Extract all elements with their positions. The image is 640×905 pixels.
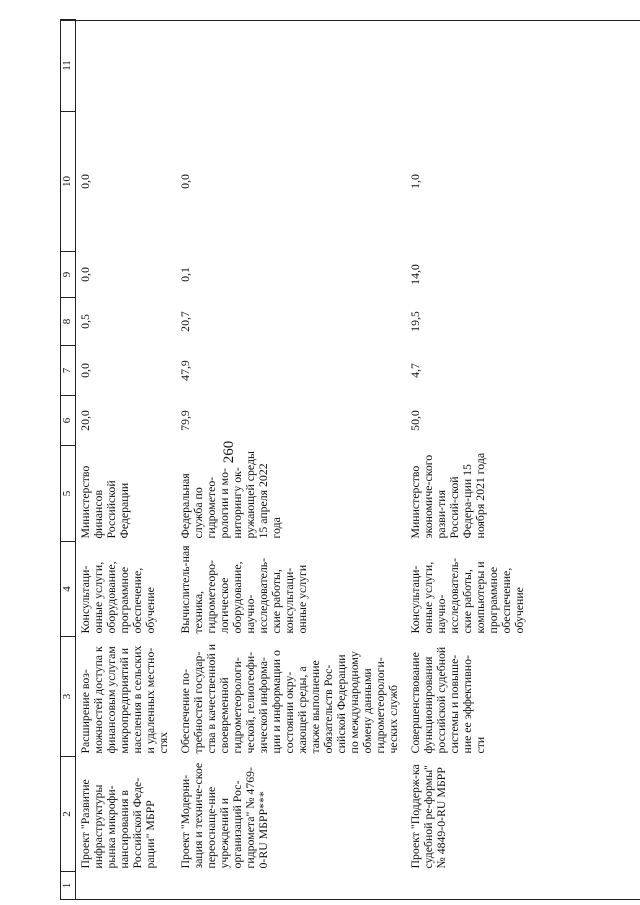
row-number-cell [76,872,172,900]
header-cell: 6 [61,396,76,446]
procurement-cell: Консультаци-онные услуги, оборудование, программное обеспечение, обучение [78,561,157,634]
project-name-cell: Проект "Развитие инфраструктуры рынка микрофи-нансирования в Российской Феде-рации" МБРР [78,777,157,869]
value-cell: 0,0 [178,174,192,189]
executor-cell: Министерство финансов Российской Федерации [78,465,131,539]
value-cell: 20,7 [178,311,192,332]
value-cell: 50,0 [408,410,422,431]
value-cell: 0,5 [78,314,92,329]
value-cell: 4,7 [408,363,422,378]
project-goal-cell: Совершенствование функционирования российской судебной системы и повыше-ние ее эффективно-сти [408,646,487,754]
value-cell: 19,5 [408,311,422,332]
table-row [76,20,172,900]
header-cell: 1 [61,872,76,900]
value-cell: 0,0 [78,174,92,189]
header-cell: 11 [61,20,76,112]
value-cell [76,20,172,112]
executor-cell: Федеральная служба по гидрометео-рологии и мо-ниторингу ок-ружающей среды 15 апреля 2022 года [178,451,283,539]
value-cell: 20,0 [78,410,92,431]
value-cell: 79,9 [178,410,192,431]
header-cell: 8 [61,298,76,346]
value-cell [171,20,401,112]
row-number-cell [401,872,527,900]
data-table [60,19,527,900]
project-goal-cell: Расширение воз-можностей доступа к финансовым услугам микропредприятий и населения в сельских и удаленных местно-стях [78,645,170,754]
value-cell: 47,9 [178,360,192,381]
header-cell: 4 [61,542,76,637]
header-cell: 7 [61,346,76,396]
value-cell: 0,0 [78,363,92,378]
project-name-cell: Проект "Поддерж-ка судебной ре-формы" № 4849-0-RU МБРР [408,764,448,869]
table-row [401,20,527,900]
project-goal-cell: Обеспечение по-требностей государ-ства в качественной и своевременной гидрометеорологи-ческой, гелиогеофи-зической информа-ции и информации о состоянии окру-жающей среды, а также выполнение обязательств Рос-сийской Федерации по международному обмену данными гидрометеорологи-ческих служб [178,643,400,754]
executor-cell: Министерство экономиче-ского разви-тия Россий-ской Федера-ции 15 ноября 2021 года [408,452,487,539]
procurement-cell: Вычислитель-ная техника, гидрометеоро-логическое оборудование, научно-исследователь-ские работы, консультаци-онные услуги [178,545,309,634]
value-cell: 0,0 [78,267,92,282]
header-cell: 3 [61,637,76,757]
value-cell [401,20,527,112]
page-number: 260 [221,440,237,464]
table-row [171,20,401,900]
header-cell: 10 [61,112,76,252]
value-cell: 0,1 [178,267,192,282]
value-cell: 14,0 [408,264,422,285]
row-number-cell [171,872,401,900]
header-cell: 2 [61,757,76,872]
procurement-cell: Консультаци-онные услуги, научно-исследователь-ские работы, компьютеры и программное обеспечение, обучение [408,557,526,634]
table-header-row [61,20,76,900]
project-name-cell: Проект "Модерни-зация и техниче-ское переоснаще-ние учреждений и организаций Рос-гидромета" № 4769-0-RU МБРР*** [178,762,270,869]
rotated-table-region [60,60,640,900]
header-cell: 9 [61,252,76,298]
header-cell: 5 [61,446,76,542]
value-cell: 1,0 [408,174,422,189]
